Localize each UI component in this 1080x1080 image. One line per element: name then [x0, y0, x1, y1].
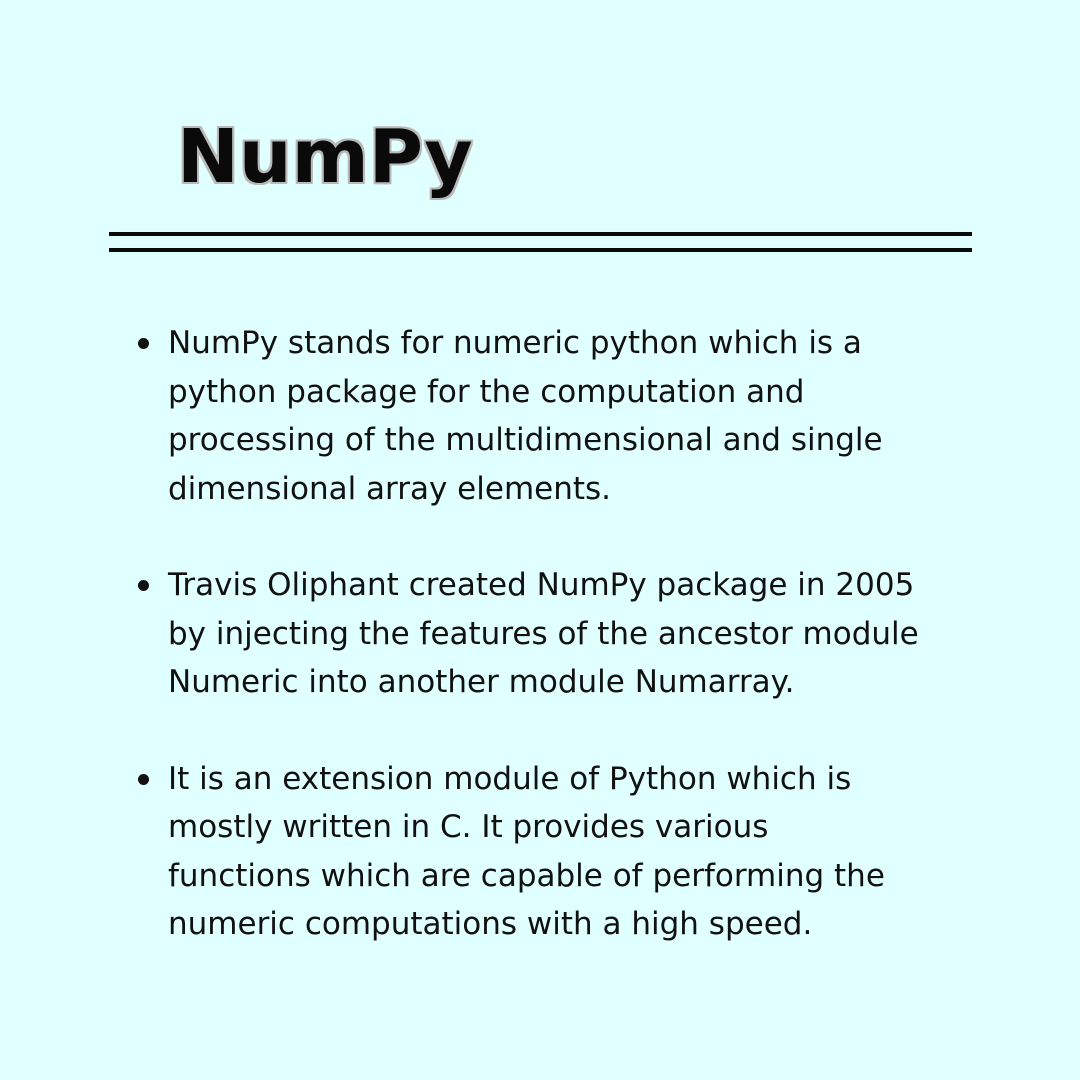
bullet-dot-icon	[138, 774, 149, 785]
bullet-text-line: Travis Oliphant created NumPy package in 2005	[168, 567, 915, 603]
bullet-dot-icon	[138, 580, 149, 591]
bullet-text-line: Numeric into another module Numarray.	[168, 664, 795, 700]
bullet-item	[134, 319, 1004, 513]
bullet-text-line: mostly written in C. It provides various	[168, 809, 769, 845]
bullet-text-line: It is an extension module of Python which is	[168, 760, 852, 797]
bullet-text-line: NumPy stands for numeric python which is a	[168, 325, 862, 361]
divider-bottom	[109, 248, 972, 252]
page-title: NumPy	[177, 114, 473, 200]
bullet-text-line: by injecting the features of the ancestor module	[168, 615, 919, 652]
bullet-text-line: functions which are capable of performing the	[168, 857, 885, 894]
divider-top	[109, 232, 972, 236]
bullet-text-line: numeric computations with a high speed.	[168, 906, 813, 942]
bullet-text-line: processing of the multidimensional and single	[168, 422, 883, 458]
bullet-item	[134, 755, 1004, 949]
bullet-dot-icon	[138, 338, 149, 349]
bullet-item	[134, 561, 1004, 707]
bullet-list	[134, 319, 1004, 949]
bullet-text-line: dimensional array elements.	[168, 470, 612, 507]
bullet-text-line: python package for the computation and	[168, 373, 805, 410]
